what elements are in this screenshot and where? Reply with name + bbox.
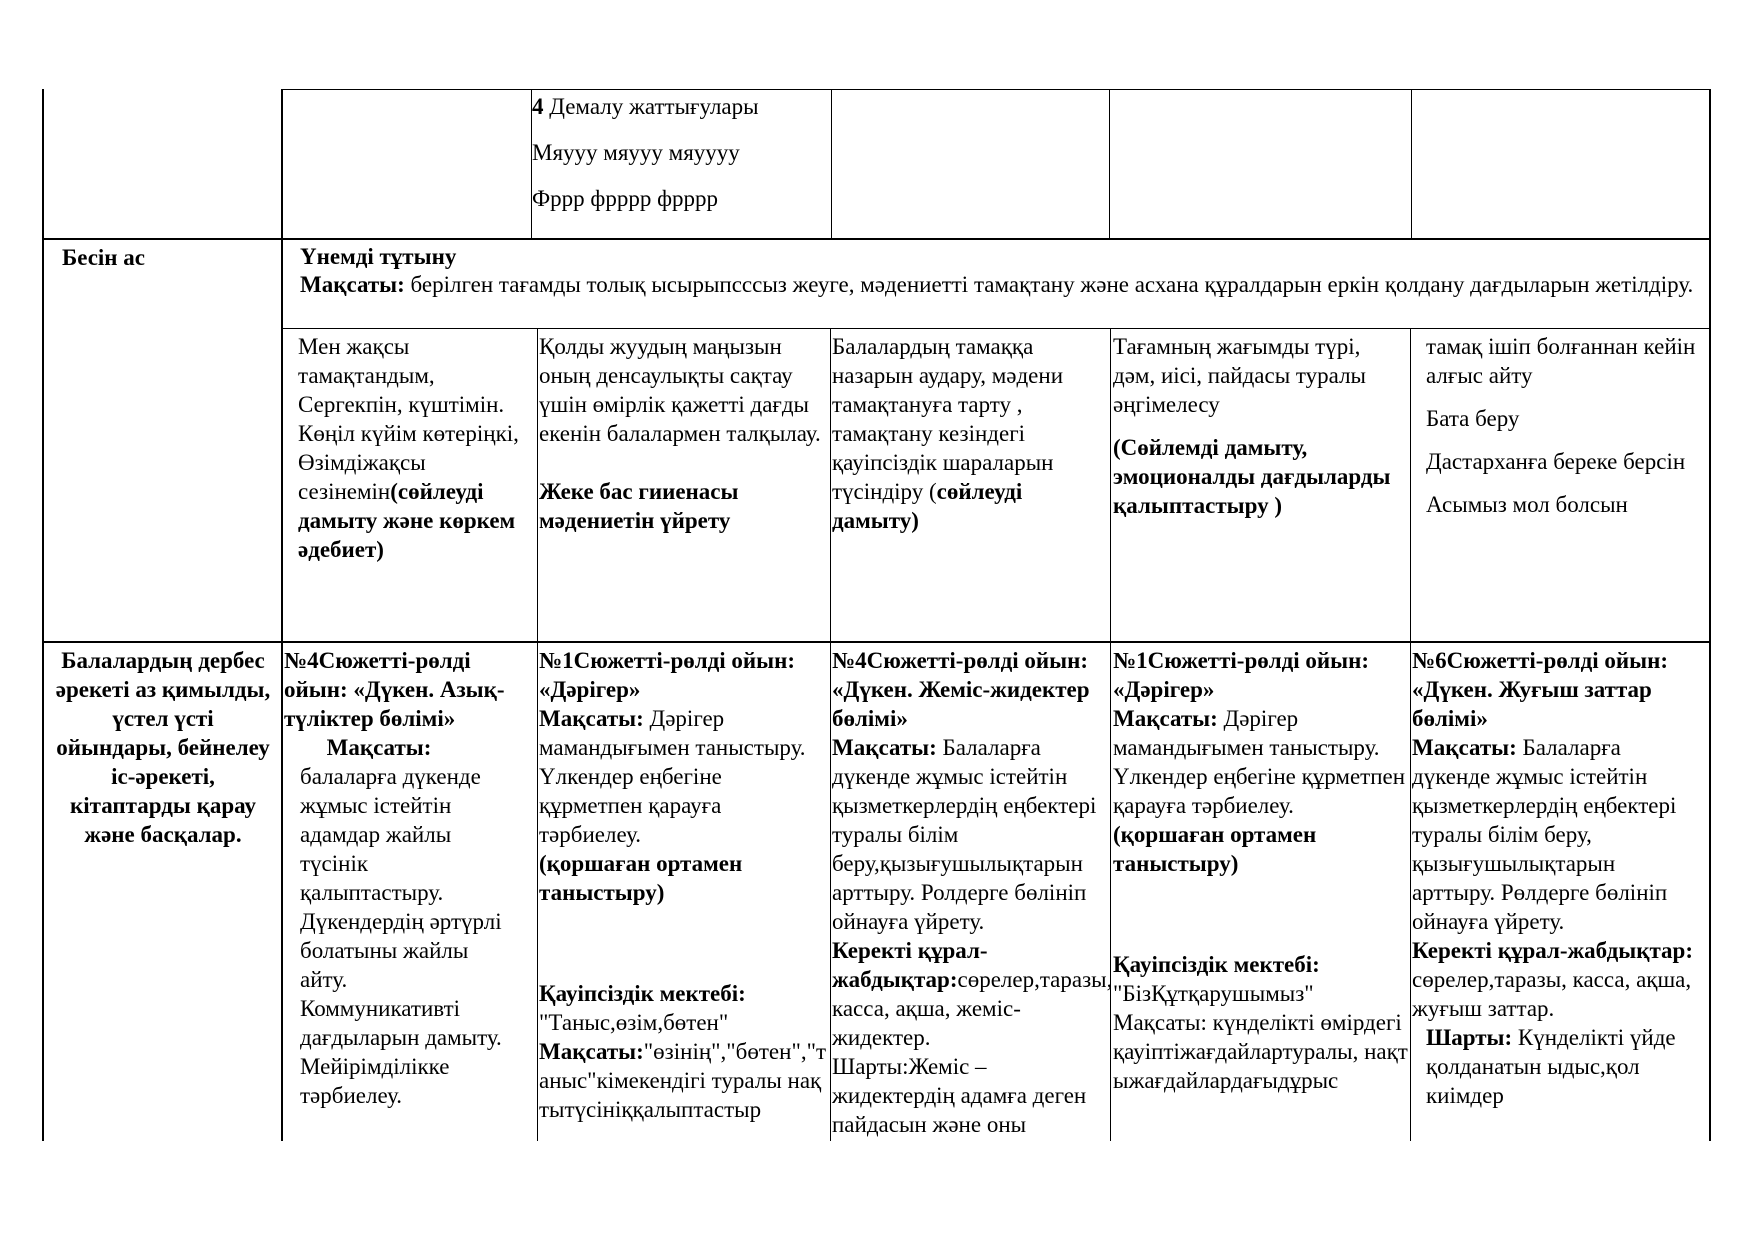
breathing-exercise-line: Мяууу мяууу мяуууу	[532, 140, 740, 165]
grid-line-col3-b	[830, 328, 831, 1141]
besin-habit-goal: Мақсаты: берілген тағамды толық ысырыпсссыз жеуге, мәдениетті тамақтану және асхана құралдарын еркін қолдану дағдыларын жетілдіру.	[300, 272, 1694, 297]
besin-habit-title: Үнемді тұтыну	[300, 244, 457, 269]
grid-line-col2-b	[537, 328, 538, 1141]
activity-col2: №1Сюжетті-рөлді ойын: «Дәрігер» Мақсаты: Дәрігер мамандығымен таныстыру. Үлкендер еңбегіне құрметпен қарауға тәрбиелеу. (қоршаған ортамен таныстыру) Қауіпсіздік мектебі: "Таныс,өзім,бөтен" Мақсаты:"өзінің","бөтен","таныс"кімекендігі туралы нақтытүсініққалыптастыр	[539, 648, 827, 1122]
grid-line-col1	[281, 89, 283, 1141]
grid-line-row1-bottom	[42, 238, 1711, 240]
besin-col1: Мен жақсы тамақтандым, Сергекпін, күштімін. Көңіл күйім көтеріңкі, Өзімдіжақсы сезінемін(сөйлеуді дамыту және көркем әдебиет)	[298, 334, 519, 562]
list-item: тамақ ішіп болғаннан кейін алғыс айту	[1426, 334, 1696, 388]
page-bottom-margin	[0, 1141, 1755, 1240]
besin-col4: Тағамның жағымды түрі, дәм, иісі, пайдасы туралы әңгімелесу (Сөйлемді дамыту, эмоционалды дағдыларды қалыптастыру )	[1113, 334, 1391, 518]
besin-col2: Қолды жуудың маңызын оның денсаулықты сақтау үшін өмірлік қажетті дағды екенін балалармен талқылау. Жеке бас гииенасы мәдениетін үйрету	[539, 334, 821, 533]
besin-col5	[1426, 332, 1696, 519]
grid-line-col4-a	[1109, 89, 1110, 239]
grid-line-col3-a	[831, 89, 832, 239]
grid-line-col5-a	[1411, 89, 1412, 239]
list-item: Дастарханға береке берсін	[1426, 449, 1686, 474]
activity-col1: №4Сюжетті-рөлді ойын: «Дүкен. Азық-түліктер бөлімі» Мақсаты: балаларға дүкенде жұмыс істейтін адамдар жайлы түсінік қалыптастыру. Дүкендердің әртүрлі болатыны жайлы айту. Коммуникативті дағдыларын дамыту. Мейірімділікке тәрбиелеу.	[284, 648, 505, 1108]
breathing-exercise-title: 4 Демалу жаттығулары	[532, 94, 759, 119]
grid-line-left	[42, 89, 44, 1141]
list-item: Асымыз мол болсын	[1426, 492, 1628, 517]
besin-col3: Балалардың тамаққа назарын аудару, мәдени тамақтануға тарту , тамақтану кезіндегі қауіпсіздік шараларын түсіндіру (сөйлеуді дамыту)	[832, 334, 1064, 533]
grid-line-col4-b	[1110, 328, 1111, 1141]
grid-line-top	[281, 89, 1711, 90]
grid-line-row2-bottom	[42, 641, 1711, 643]
list-item: Бата беру	[1426, 406, 1520, 431]
grid-line-besin-sub	[281, 328, 1711, 329]
row-label-besin: Бесін ас	[62, 245, 146, 270]
breathing-exercise-cell	[532, 92, 828, 213]
activity-col3: №4Сюжетті-рөлді ойын: «Дүкен. Жеміс-жидектер бөлімі» Мақсаты: Балаларға дүкенде жұмыс істейтін қызметкерлердің еңбектері туралы білім беру,қызығушылықтарын арттыру. Ролдерге бөлініп ойнауға үйрету. Керекті құрал-жабдықтар:сөрелер,таразы, касса, ақша, жеміс-жидектер. Шарты:Жеміс – жидектердің адамға деген пайдасын және оны	[832, 648, 1113, 1137]
grid-line-col5-b	[1410, 328, 1411, 1141]
activity-col5: №6Сюжетті-рөлді ойын: «Дүкен. Жуғыш заттар бөлімі» Мақсаты: Балаларға дүкенде жұмыс істейтін қызметкерлердің еңбектері туралы білім беру, қызығушылықтарын арттыру. Рөлдерге бөлініп ойнауға үйрету. Керекті құрал-жабдықтар: сөрелер,таразы, касса, ақша, жуғыш заттар. Шарты: Күнделікті үйде қолданатын ыдыс,қол киімдер	[1412, 648, 1693, 1108]
grid-line-right	[1709, 89, 1711, 1141]
row-label-activity: Балалардың дербес әрекеті аз қимылды, үстел үсті ойындары, бейнелеу іс-әрекеті, кітаптарды қарау және басқалар.	[55, 648, 271, 847]
breathing-exercise-line: Фррр фрррр фрррр	[532, 186, 718, 211]
besin-habit-block	[300, 243, 1700, 299]
activity-col4: №1Сюжетті-рөлді ойын: «Дәрігер» Мақсаты: Дәрігер мамандығымен таныстыру. Үлкендер еңбегіне құрметпен қарауға тәрбиелеу. (қоршаған ортамен таныстыру) Қауіпсіздік мектебі: "БізҚұтқарушымыз" Мақсаты: күнделікті өмірдегіқауіптіжағдайлартуралы, нақтыжағдайлардағыдұрыс	[1113, 648, 1408, 1093]
